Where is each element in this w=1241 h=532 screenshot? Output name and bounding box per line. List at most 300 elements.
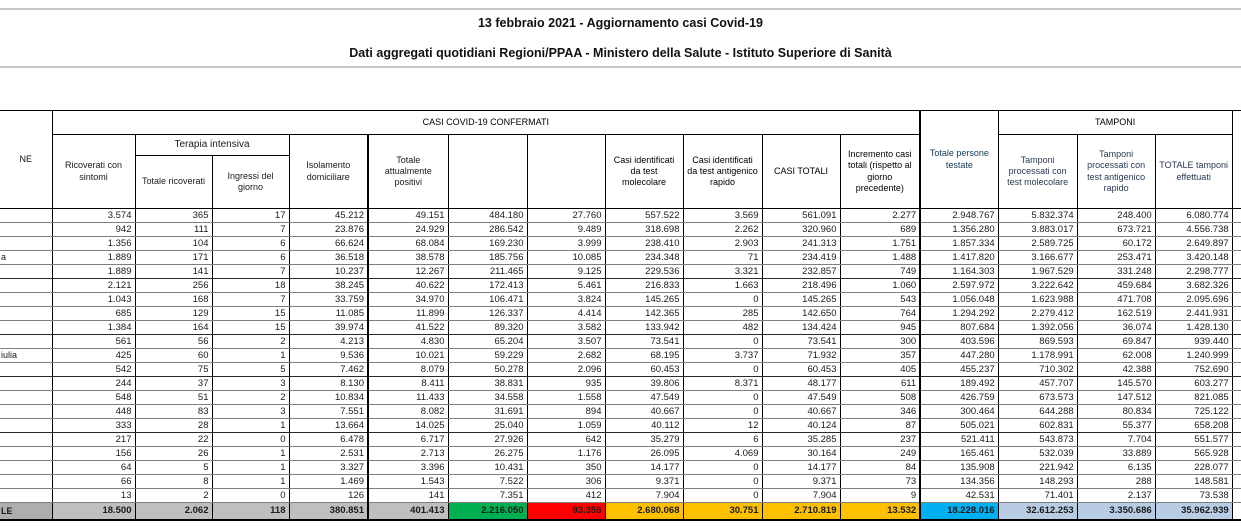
cell-antigenico: 0 bbox=[683, 391, 762, 405]
col-incremento-casi: Incremento casi totali (rispetto al giorno precedente) bbox=[840, 135, 920, 209]
cell-ti_totale: 28 bbox=[135, 419, 212, 433]
cell-molecolare: 2.680.068 bbox=[605, 503, 683, 521]
cell-casi_totali: 561.091 bbox=[762, 209, 840, 223]
region-name-fragment bbox=[0, 321, 52, 335]
cell-deceduti: 27.760 bbox=[527, 209, 605, 223]
cell-tamp_ant: 248.400 bbox=[1077, 209, 1155, 223]
region-name-fragment bbox=[0, 363, 52, 377]
cell-ti_ingressi: 1 bbox=[212, 349, 289, 363]
region-name-fragment bbox=[0, 265, 52, 279]
cell-isolamento: 6.478 bbox=[289, 433, 368, 447]
cell-ti_ingressi: 3 bbox=[212, 377, 289, 391]
cell-testate: 521.411 bbox=[920, 433, 998, 447]
col-totale-attualmente-positivi: Totale attualmente positivi bbox=[368, 135, 448, 209]
cell-antigenico: 6 bbox=[683, 433, 762, 447]
cell-guariti: 65.204 bbox=[448, 335, 527, 349]
cell-positivi: 12.267 bbox=[368, 265, 448, 279]
cell-molecolare: 26.095 bbox=[605, 447, 683, 461]
cell-tamp_tot: 228.077 bbox=[1155, 461, 1232, 475]
clipped-cell-sliver bbox=[1232, 223, 1241, 237]
clipped-cell-sliver bbox=[1232, 391, 1241, 405]
cell-ricoverati: 542 bbox=[52, 363, 135, 377]
cell-isolamento: 7.551 bbox=[289, 405, 368, 419]
cell-tamp_tot: 551.577 bbox=[1155, 433, 1232, 447]
cell-tamp_tot: 3.682.326 bbox=[1155, 279, 1232, 293]
cell-ti_totale: 56 bbox=[135, 335, 212, 349]
cell-deceduti: 306 bbox=[527, 475, 605, 489]
cell-guariti: 26.275 bbox=[448, 447, 527, 461]
cell-testate: 1.417.820 bbox=[920, 251, 998, 265]
cell-ti_ingressi: 15 bbox=[212, 321, 289, 335]
col-ingressi-del-giorno: Ingressi del giorno bbox=[212, 156, 289, 209]
clipped-cell-sliver bbox=[1232, 475, 1241, 489]
cell-deceduti: 4.414 bbox=[527, 307, 605, 321]
cell-molecolare: 68.195 bbox=[605, 349, 683, 363]
clipped-cell-sliver bbox=[1232, 307, 1241, 321]
cell-positivi: 38.578 bbox=[368, 251, 448, 265]
cell-isolamento: 380.851 bbox=[289, 503, 368, 521]
cell-molecolare: 216.833 bbox=[605, 279, 683, 293]
cell-casi_totali: 234.419 bbox=[762, 251, 840, 265]
cell-positivi: 1.543 bbox=[368, 475, 448, 489]
region-name-fragment bbox=[0, 279, 52, 293]
col-tamponi-antigenico: Tamponi processati con test antigenico rapido bbox=[1077, 135, 1155, 209]
cell-guariti: 34.558 bbox=[448, 391, 527, 405]
cell-guariti: 38.831 bbox=[448, 377, 527, 391]
region-name-fragment bbox=[0, 419, 52, 433]
cell-ricoverati: 217 bbox=[52, 433, 135, 447]
cell-testate: 42.531 bbox=[920, 489, 998, 503]
table-row bbox=[0, 223, 1241, 237]
cell-ricoverati: 561 bbox=[52, 335, 135, 349]
cell-positivi: 10.021 bbox=[368, 349, 448, 363]
cell-incremento: 749 bbox=[840, 265, 920, 279]
cell-testate: 1.164.303 bbox=[920, 265, 998, 279]
cell-antigenico: 0 bbox=[683, 475, 762, 489]
cell-casi_totali: 14.177 bbox=[762, 461, 840, 475]
cell-tamp_mol: 71.401 bbox=[998, 489, 1077, 503]
cell-ti_totale: 2.062 bbox=[135, 503, 212, 521]
cell-tamp_tot: 3.420.148 bbox=[1155, 251, 1232, 265]
cell-guariti: 286.542 bbox=[448, 223, 527, 237]
cell-antigenico: 0 bbox=[683, 461, 762, 475]
cell-positivi: 40.622 bbox=[368, 279, 448, 293]
col-deceduti: DECEDUTI bbox=[527, 135, 605, 209]
cell-tamp_mol: 1.392.056 bbox=[998, 321, 1077, 335]
cell-ti_totale: 104 bbox=[135, 237, 212, 251]
cell-tamp_mol: 543.873 bbox=[998, 433, 1077, 447]
cell-deceduti: 2.682 bbox=[527, 349, 605, 363]
cell-tamp_mol: 3.883.017 bbox=[998, 223, 1077, 237]
cell-isolamento: 36.518 bbox=[289, 251, 368, 265]
cell-ricoverati: 244 bbox=[52, 377, 135, 391]
cell-tamp_tot: 1.240.999 bbox=[1155, 349, 1232, 363]
region-name-fragment bbox=[0, 223, 52, 237]
cell-molecolare: 238.410 bbox=[605, 237, 683, 251]
cell-tamp_tot: 73.538 bbox=[1155, 489, 1232, 503]
cell-tamp_mol: 710.302 bbox=[998, 363, 1077, 377]
clipped-cell-sliver bbox=[1232, 489, 1241, 503]
col-totale-persone-testate: Totale persone testate bbox=[920, 111, 998, 209]
table-body bbox=[0, 209, 1241, 521]
cell-tamp_mol: 673.573 bbox=[998, 391, 1077, 405]
cell-tamp_tot: 603.277 bbox=[1155, 377, 1232, 391]
region-name-fragment bbox=[0, 377, 52, 391]
col-dimessi-guariti: DIMESSI GUARITI bbox=[448, 135, 527, 209]
cell-molecolare: 133.942 bbox=[605, 321, 683, 335]
cell-guariti: 185.756 bbox=[448, 251, 527, 265]
cell-guariti: 126.337 bbox=[448, 307, 527, 321]
cell-incremento: 764 bbox=[840, 307, 920, 321]
cell-testate: 189.492 bbox=[920, 377, 998, 391]
clipped-cell-sliver bbox=[1232, 433, 1241, 447]
cell-deceduti: 1.176 bbox=[527, 447, 605, 461]
cell-ti_totale: 37 bbox=[135, 377, 212, 391]
col-terapia-intensiva: Terapia intensiva bbox=[135, 135, 289, 156]
cell-tamp_tot: 1.428.130 bbox=[1155, 321, 1232, 335]
region-name-fragment bbox=[0, 461, 52, 475]
band-tamponi: TAMPONI bbox=[998, 111, 1232, 135]
table-row bbox=[0, 279, 1241, 293]
region-name-fragment bbox=[0, 475, 52, 489]
cell-tamp_ant: 69.847 bbox=[1077, 335, 1155, 349]
cell-testate: 134.356 bbox=[920, 475, 998, 489]
cell-tamp_ant: 471.708 bbox=[1077, 293, 1155, 307]
table-row bbox=[0, 335, 1241, 349]
col-casi-totali: CASI TOTALI bbox=[762, 135, 840, 209]
cell-casi_totali: 40.124 bbox=[762, 419, 840, 433]
cell-positivi: 2.713 bbox=[368, 447, 448, 461]
cell-isolamento: 45.212 bbox=[289, 209, 368, 223]
cell-deceduti: 3.824 bbox=[527, 293, 605, 307]
cell-isolamento: 1.469 bbox=[289, 475, 368, 489]
cell-ti_totale: 22 bbox=[135, 433, 212, 447]
cell-casi_totali: 71.932 bbox=[762, 349, 840, 363]
cell-antigenico: 0 bbox=[683, 489, 762, 503]
cell-antigenico: 8.371 bbox=[683, 377, 762, 391]
cell-molecolare: 47.549 bbox=[605, 391, 683, 405]
cell-ti_totale: 168 bbox=[135, 293, 212, 307]
cell-ti_ingressi: 17 bbox=[212, 209, 289, 223]
cell-ti_totale: 256 bbox=[135, 279, 212, 293]
cell-tamp_tot: 4.556.738 bbox=[1155, 223, 1232, 237]
cell-ricoverati: 156 bbox=[52, 447, 135, 461]
cell-positivi: 6.717 bbox=[368, 433, 448, 447]
cell-incremento: 1.060 bbox=[840, 279, 920, 293]
cell-isolamento: 66.624 bbox=[289, 237, 368, 251]
cell-ricoverati: 1.889 bbox=[52, 251, 135, 265]
table-row bbox=[0, 391, 1241, 405]
cell-tamp_mol: 1.967.529 bbox=[998, 265, 1077, 279]
table-row bbox=[0, 251, 1241, 265]
table-row bbox=[0, 363, 1241, 377]
cell-tamp_mol: 3.222.642 bbox=[998, 279, 1077, 293]
cell-tamp_ant: 162.519 bbox=[1077, 307, 1155, 321]
cell-ti_totale: 365 bbox=[135, 209, 212, 223]
col-regione-fragment: NE bbox=[0, 111, 52, 209]
cell-casi_totali: 60.453 bbox=[762, 363, 840, 377]
cell-tamp_ant: 60.172 bbox=[1077, 237, 1155, 251]
cell-ricoverati: 3.574 bbox=[52, 209, 135, 223]
cell-deceduti: 350 bbox=[527, 461, 605, 475]
cell-ti_ingressi: 7 bbox=[212, 223, 289, 237]
cell-antigenico: 3.321 bbox=[683, 265, 762, 279]
col-ricoverati-con-sintomi: Ricoverati con sintomi bbox=[52, 135, 135, 209]
cell-ti_ingressi: 6 bbox=[212, 251, 289, 265]
cell-testate: 1.294.292 bbox=[920, 307, 998, 321]
cell-ti_totale: 2 bbox=[135, 489, 212, 503]
cell-molecolare: 234.348 bbox=[605, 251, 683, 265]
cell-deceduti: 5.461 bbox=[527, 279, 605, 293]
cell-ti_ingressi: 3 bbox=[212, 405, 289, 419]
cell-incremento: 13.532 bbox=[840, 503, 920, 521]
cell-incremento: 945 bbox=[840, 321, 920, 335]
table-row bbox=[0, 475, 1241, 489]
cell-molecolare: 145.265 bbox=[605, 293, 683, 307]
clipped-cell-sliver bbox=[1232, 279, 1241, 293]
col-tamponi-molecolare: Tamponi processati con test molecolare bbox=[998, 135, 1077, 209]
cell-molecolare: 229.536 bbox=[605, 265, 683, 279]
cell-casi_totali: 320.960 bbox=[762, 223, 840, 237]
cell-tamp_tot: 2.298.777 bbox=[1155, 265, 1232, 279]
cell-isolamento: 13.664 bbox=[289, 419, 368, 433]
cell-tamp_tot: 658.208 bbox=[1155, 419, 1232, 433]
cell-ricoverati: 685 bbox=[52, 307, 135, 321]
cell-testate: 2.948.767 bbox=[920, 209, 998, 223]
cell-antigenico: 2.903 bbox=[683, 237, 762, 251]
cell-ricoverati: 333 bbox=[52, 419, 135, 433]
col-casi-test-antigenico: Casi identificati da test antigenico rapido bbox=[683, 135, 762, 209]
cell-tamp_mol: 457.707 bbox=[998, 377, 1077, 391]
cell-ti_totale: 26 bbox=[135, 447, 212, 461]
cell-antigenico: 0 bbox=[683, 405, 762, 419]
cell-testate: 403.596 bbox=[920, 335, 998, 349]
cell-ti_ingressi: 5 bbox=[212, 363, 289, 377]
cell-testate: 505.021 bbox=[920, 419, 998, 433]
cell-positivi: 41.522 bbox=[368, 321, 448, 335]
clipped-column-sliver bbox=[1232, 111, 1241, 209]
cell-isolamento: 3.327 bbox=[289, 461, 368, 475]
cell-ricoverati: 18.500 bbox=[52, 503, 135, 521]
cell-tamp_mol: 1.178.991 bbox=[998, 349, 1077, 363]
cell-isolamento: 2.531 bbox=[289, 447, 368, 461]
cell-guariti: 25.040 bbox=[448, 419, 527, 433]
cell-incremento: 87 bbox=[840, 419, 920, 433]
cell-tamp_ant: 80.834 bbox=[1077, 405, 1155, 419]
cell-ti_totale: 5 bbox=[135, 461, 212, 475]
cell-incremento: 346 bbox=[840, 405, 920, 419]
cell-incremento: 508 bbox=[840, 391, 920, 405]
cell-ti_ingressi: 15 bbox=[212, 307, 289, 321]
cell-guariti: 2.216.050 bbox=[448, 503, 527, 521]
cell-tamp_ant: 673.721 bbox=[1077, 223, 1155, 237]
cell-tamp_ant: 7.704 bbox=[1077, 433, 1155, 447]
region-name-fragment bbox=[0, 237, 52, 251]
cell-tamp_ant: 459.684 bbox=[1077, 279, 1155, 293]
band-casi-confermati: CASI COVID-19 CONFERMATI bbox=[52, 111, 920, 135]
cell-tamp_tot: 939.440 bbox=[1155, 335, 1232, 349]
cell-testate: 1.056.048 bbox=[920, 293, 998, 307]
cell-positivi: 24.929 bbox=[368, 223, 448, 237]
page-subtitle: Dati aggregati quotidiani Regioni/PPAA - Ministero della Salute - Istituto Superiore di Sanità bbox=[349, 46, 892, 60]
cell-incremento: 405 bbox=[840, 363, 920, 377]
cell-tamp_ant: 42.388 bbox=[1077, 363, 1155, 377]
cell-deceduti: 93.356 bbox=[527, 503, 605, 521]
cell-testate: 135.908 bbox=[920, 461, 998, 475]
cell-guariti: 10.431 bbox=[448, 461, 527, 475]
cell-casi_totali: 48.177 bbox=[762, 377, 840, 391]
cell-ricoverati: 64 bbox=[52, 461, 135, 475]
cell-guariti: 50.278 bbox=[448, 363, 527, 377]
cell-ti_totale: 83 bbox=[135, 405, 212, 419]
clipped-cell-sliver bbox=[1232, 503, 1241, 521]
cell-testate: 165.461 bbox=[920, 447, 998, 461]
clipped-cell-sliver bbox=[1232, 447, 1241, 461]
cell-ti_totale: 141 bbox=[135, 265, 212, 279]
cell-tamp_mol: 32.612.253 bbox=[998, 503, 1077, 521]
clipped-cell-sliver bbox=[1232, 419, 1241, 433]
table-row bbox=[0, 461, 1241, 475]
cell-ti_ingressi: 0 bbox=[212, 489, 289, 503]
region-name-fragment: a bbox=[0, 251, 52, 265]
cell-guariti: 27.926 bbox=[448, 433, 527, 447]
cell-deceduti: 935 bbox=[527, 377, 605, 391]
cell-positivi: 401.413 bbox=[368, 503, 448, 521]
cell-ti_ingressi: 118 bbox=[212, 503, 289, 521]
cell-tamp_tot: 565.928 bbox=[1155, 447, 1232, 461]
cell-ti_ingressi: 2 bbox=[212, 335, 289, 349]
cell-testate: 447.280 bbox=[920, 349, 998, 363]
cell-tamp_tot: 821.085 bbox=[1155, 391, 1232, 405]
cell-ricoverati: 1.889 bbox=[52, 265, 135, 279]
table-row bbox=[0, 489, 1241, 503]
cell-tamp_ant: 147.512 bbox=[1077, 391, 1155, 405]
cell-molecolare: 7.904 bbox=[605, 489, 683, 503]
table-row bbox=[0, 377, 1241, 391]
cell-tamp_mol: 221.942 bbox=[998, 461, 1077, 475]
cell-incremento: 237 bbox=[840, 433, 920, 447]
cell-isolamento: 10.834 bbox=[289, 391, 368, 405]
cell-positivi: 68.084 bbox=[368, 237, 448, 251]
region-name-fragment: iulia bbox=[0, 349, 52, 363]
table-row bbox=[0, 307, 1241, 321]
cell-ti_ingressi: 1 bbox=[212, 475, 289, 489]
region-name-fragment bbox=[0, 307, 52, 321]
covid-data-table bbox=[0, 110, 1241, 521]
cell-molecolare: 40.667 bbox=[605, 405, 683, 419]
cell-guariti: 89.320 bbox=[448, 321, 527, 335]
cell-ricoverati: 548 bbox=[52, 391, 135, 405]
clipped-cell-sliver bbox=[1232, 251, 1241, 265]
cell-deceduti: 642 bbox=[527, 433, 605, 447]
cell-casi_totali: 47.549 bbox=[762, 391, 840, 405]
cell-guariti: 106.471 bbox=[448, 293, 527, 307]
cell-casi_totali: 2.710.819 bbox=[762, 503, 840, 521]
cell-molecolare: 40.112 bbox=[605, 419, 683, 433]
cell-tamp_mol: 148.293 bbox=[998, 475, 1077, 489]
cell-ti_totale: 51 bbox=[135, 391, 212, 405]
cell-ricoverati: 1.384 bbox=[52, 321, 135, 335]
cell-tamp_tot: 148.581 bbox=[1155, 475, 1232, 489]
cell-deceduti: 10.085 bbox=[527, 251, 605, 265]
table-row bbox=[0, 419, 1241, 433]
cell-tamp_ant: 253.471 bbox=[1077, 251, 1155, 265]
cell-positivi: 4.830 bbox=[368, 335, 448, 349]
cell-antigenico: 3.737 bbox=[683, 349, 762, 363]
cell-ti_ingressi: 7 bbox=[212, 293, 289, 307]
col-totale-ricoverati: Totale ricoverati bbox=[135, 156, 212, 209]
cell-isolamento: 7.462 bbox=[289, 363, 368, 377]
cell-ricoverati: 13 bbox=[52, 489, 135, 503]
cell-deceduti: 894 bbox=[527, 405, 605, 419]
cell-tamp_mol: 2.279.412 bbox=[998, 307, 1077, 321]
cell-tamp_mol: 602.831 bbox=[998, 419, 1077, 433]
region-name-fragment bbox=[0, 489, 52, 503]
cell-deceduti: 3.507 bbox=[527, 335, 605, 349]
cell-casi_totali: 7.904 bbox=[762, 489, 840, 503]
cell-ricoverati: 425 bbox=[52, 349, 135, 363]
cell-isolamento: 39.974 bbox=[289, 321, 368, 335]
cell-antigenico: 71 bbox=[683, 251, 762, 265]
cell-guariti: 7.522 bbox=[448, 475, 527, 489]
total-row bbox=[0, 503, 1241, 521]
table-row bbox=[0, 237, 1241, 251]
cell-testate: 1.356.280 bbox=[920, 223, 998, 237]
cell-molecolare: 60.453 bbox=[605, 363, 683, 377]
title-divider bbox=[0, 66, 1241, 68]
cell-incremento: 2.277 bbox=[840, 209, 920, 223]
cell-tamp_ant: 2.137 bbox=[1077, 489, 1155, 503]
cell-incremento: 300 bbox=[840, 335, 920, 349]
clipped-cell-sliver bbox=[1232, 335, 1241, 349]
cell-isolamento: 9.536 bbox=[289, 349, 368, 363]
cell-ti_totale: 129 bbox=[135, 307, 212, 321]
cell-antigenico: 1.663 bbox=[683, 279, 762, 293]
cell-ti_totale: 8 bbox=[135, 475, 212, 489]
cell-molecolare: 142.365 bbox=[605, 307, 683, 321]
cell-positivi: 8.082 bbox=[368, 405, 448, 419]
cell-tamp_tot: 6.080.774 bbox=[1155, 209, 1232, 223]
cell-positivi: 49.151 bbox=[368, 209, 448, 223]
cell-antigenico: 3.569 bbox=[683, 209, 762, 223]
cell-tamp_tot: 752.690 bbox=[1155, 363, 1232, 377]
cell-guariti: 172.413 bbox=[448, 279, 527, 293]
cell-incremento: 9 bbox=[840, 489, 920, 503]
cell-tamp_mol: 532.039 bbox=[998, 447, 1077, 461]
cell-tamp_ant: 36.074 bbox=[1077, 321, 1155, 335]
cell-casi_totali: 9.371 bbox=[762, 475, 840, 489]
cell-casi_totali: 142.650 bbox=[762, 307, 840, 321]
cell-ricoverati: 2.121 bbox=[52, 279, 135, 293]
cell-tamp_ant: 331.248 bbox=[1077, 265, 1155, 279]
cell-tamp_mol: 644.288 bbox=[998, 405, 1077, 419]
cell-isolamento: 10.237 bbox=[289, 265, 368, 279]
cell-molecolare: 318.698 bbox=[605, 223, 683, 237]
table-row bbox=[0, 433, 1241, 447]
cell-tamp_ant: 62.008 bbox=[1077, 349, 1155, 363]
cell-ricoverati: 942 bbox=[52, 223, 135, 237]
table-row bbox=[0, 405, 1241, 419]
cell-guariti: 484.180 bbox=[448, 209, 527, 223]
table-row bbox=[0, 349, 1241, 363]
cell-molecolare: 39.806 bbox=[605, 377, 683, 391]
cell-positivi: 8.411 bbox=[368, 377, 448, 391]
table-row bbox=[0, 321, 1241, 335]
region-name-fragment bbox=[0, 433, 52, 447]
region-name-fragment bbox=[0, 391, 52, 405]
cell-casi_totali: 30.164 bbox=[762, 447, 840, 461]
cell-incremento: 689 bbox=[840, 223, 920, 237]
